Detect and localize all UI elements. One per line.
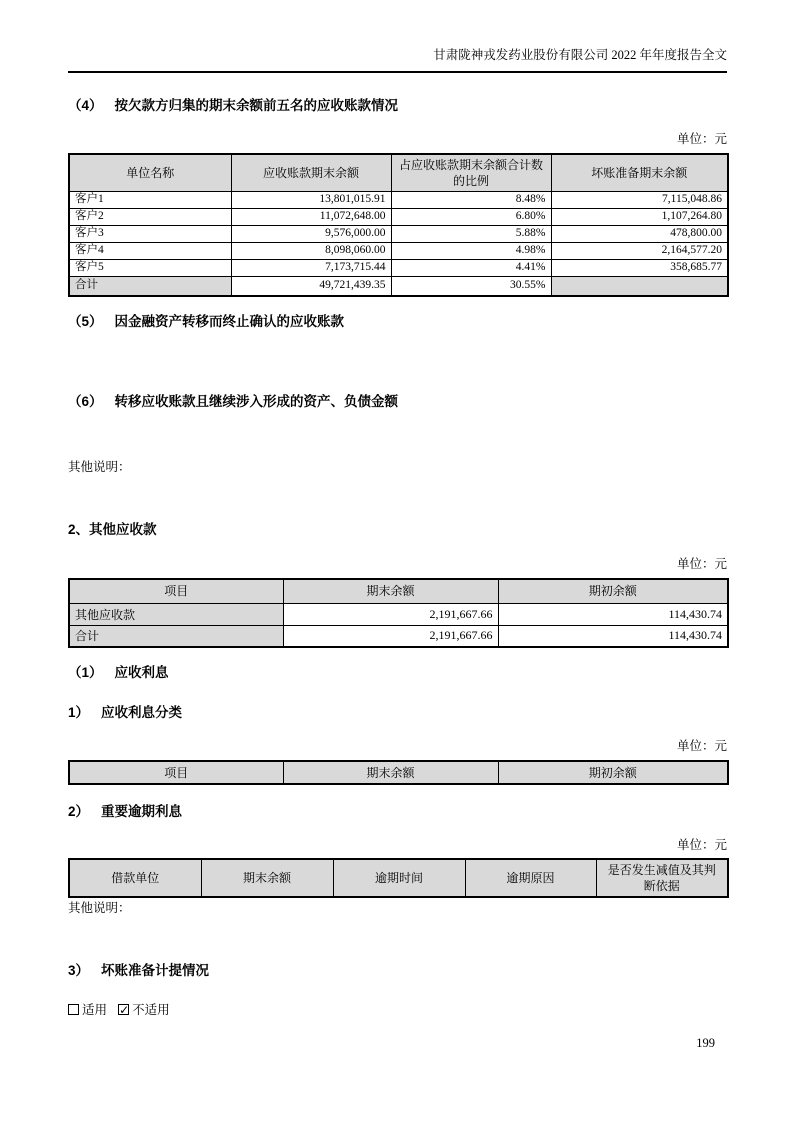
other-note: 其他说明： — [68, 460, 131, 474]
overdue-interest-table — [68, 858, 729, 898]
heading-5-number: （5） — [68, 314, 103, 329]
table-row — [69, 259, 728, 276]
heading-other-receivables-text: 其他应收款 — [89, 522, 157, 537]
header-divider — [68, 71, 727, 73]
table-cell — [551, 276, 728, 296]
column-header: 占应收账款期末余额合计数的比例 — [391, 154, 551, 191]
other-note: 其他说明： — [68, 901, 131, 915]
table-cell: 49,721,439.35 — [231, 276, 391, 296]
table-cell: 114,430.74 — [498, 603, 728, 625]
heading-other-receivables-number: 2、 — [68, 522, 90, 537]
heading-bad-debt-provision — [68, 962, 727, 980]
checkbox-unchecked-icon — [68, 1004, 79, 1015]
table-row — [69, 191, 728, 208]
column-header: 逾期时间 — [333, 859, 465, 897]
unit-label: 单位：元 — [676, 132, 727, 146]
table-header-row — [69, 154, 728, 191]
heading-interest-classification — [68, 704, 727, 722]
table-cell: 4.41% — [391, 259, 551, 276]
column-header: 项目 — [69, 579, 283, 603]
not-applicable-label: 不适用 — [132, 1003, 170, 1017]
page-number: 199 — [696, 1036, 715, 1050]
heading-other-receivables — [68, 521, 727, 539]
table-cell: 13,801,015.91 — [231, 191, 391, 208]
column-header: 应收账款期末余额 — [231, 154, 391, 191]
table-cell: 8,098,060.00 — [231, 242, 391, 259]
heading-bad-debt-text: 坏账准备计提情况 — [101, 963, 210, 978]
table-cell: 114,430.74 — [498, 625, 728, 647]
heading-interest-classification-number: 1） — [68, 705, 90, 720]
heading-6-text: 转移应收账款且继续涉入形成的资产、负债金额 — [114, 394, 399, 409]
heading-interest-number: （1） — [68, 665, 103, 680]
heading-interest-classification-text: 应收利息分类 — [101, 705, 183, 720]
table-cell: 客户2 — [69, 208, 231, 225]
column-header: 坏账准备期末余额 — [551, 154, 728, 191]
heading-6-number: （6） — [68, 394, 103, 409]
table-cell: 合计 — [69, 276, 231, 296]
column-header: 项目 — [69, 761, 283, 784]
heading-5-text: 因金融资产转移而终止确认的应收账款 — [114, 314, 345, 329]
column-header: 单位名称 — [69, 154, 231, 191]
interest-classification-table — [68, 760, 729, 785]
table-cell: 9,576,000.00 — [231, 225, 391, 242]
heading-overdue-number: 2） — [68, 804, 90, 819]
table-cell: 6.80% — [391, 208, 551, 225]
table-cell: 7,115,048.86 — [551, 191, 728, 208]
column-header: 期末余额 — [283, 761, 498, 784]
table-cell: 4.98% — [391, 242, 551, 259]
heading-5 — [68, 313, 727, 331]
column-header: 借款单位 — [69, 859, 201, 897]
table-header-row — [69, 859, 728, 897]
column-header: 逾期原因 — [465, 859, 596, 897]
table-cell: 7,173,715.44 — [231, 259, 391, 276]
other-receivables-table — [68, 578, 729, 648]
applicability-line — [68, 1002, 727, 1018]
heading-interest-receivable — [68, 664, 727, 682]
table-row — [69, 242, 728, 259]
unit-label: 单位：元 — [676, 557, 727, 571]
heading-4-number: （4） — [68, 98, 103, 113]
table-cell: 478,800.00 — [551, 225, 728, 242]
heading-overdue-interest — [68, 803, 727, 821]
heading-overdue-text: 重要逾期利息 — [101, 804, 183, 819]
table-cell: 2,164,577.20 — [551, 242, 728, 259]
table-row — [69, 603, 728, 625]
table-row — [69, 225, 728, 242]
heading-bad-debt-number: 3） — [68, 963, 90, 978]
table-header-row — [69, 579, 728, 603]
table-cell: 11,072,648.00 — [231, 208, 391, 225]
column-header: 期末余额 — [201, 859, 333, 897]
table-cell: 358,685.77 — [551, 259, 728, 276]
unit-label: 单位：元 — [676, 739, 727, 753]
table-cell: 8.48% — [391, 191, 551, 208]
table-cell: 5.88% — [391, 225, 551, 242]
table-cell: 30.55% — [391, 276, 551, 296]
column-header: 是否发生减值及其判断依据 — [596, 859, 728, 897]
checkbox-checked-icon — [118, 1004, 129, 1015]
table-cell: 2,191,667.66 — [283, 603, 498, 625]
report-header-title: 甘肃陇神戎发药业股份有限公司 2022 年年度报告全文 — [433, 48, 727, 62]
table-cell: 1,107,264.80 — [551, 208, 728, 225]
table-cell: 合计 — [69, 625, 283, 647]
table-cell: 2,191,667.66 — [283, 625, 498, 647]
table-total-row — [69, 625, 728, 647]
heading-4-text: 按欠款方归集的期末余额前五名的应收账款情况 — [114, 98, 399, 113]
table-total-row — [69, 276, 728, 296]
table-cell: 客户4 — [69, 242, 231, 259]
table-cell: 客户5 — [69, 259, 231, 276]
column-header: 期初余额 — [498, 579, 728, 603]
heading-4 — [68, 97, 727, 115]
top5-receivables-table — [68, 153, 729, 297]
table-row — [69, 208, 728, 225]
heading-interest-text: 应收利息 — [114, 665, 169, 680]
table-header-row — [69, 761, 728, 784]
unit-label: 单位：元 — [676, 838, 727, 852]
table-cell: 客户1 — [69, 191, 231, 208]
table-cell: 客户3 — [69, 225, 231, 242]
heading-6 — [68, 393, 727, 411]
table-cell: 其他应收款 — [69, 603, 283, 625]
applicable-label: 适用 — [82, 1003, 108, 1017]
column-header: 期末余额 — [283, 579, 498, 603]
column-header: 期初余额 — [498, 761, 728, 784]
